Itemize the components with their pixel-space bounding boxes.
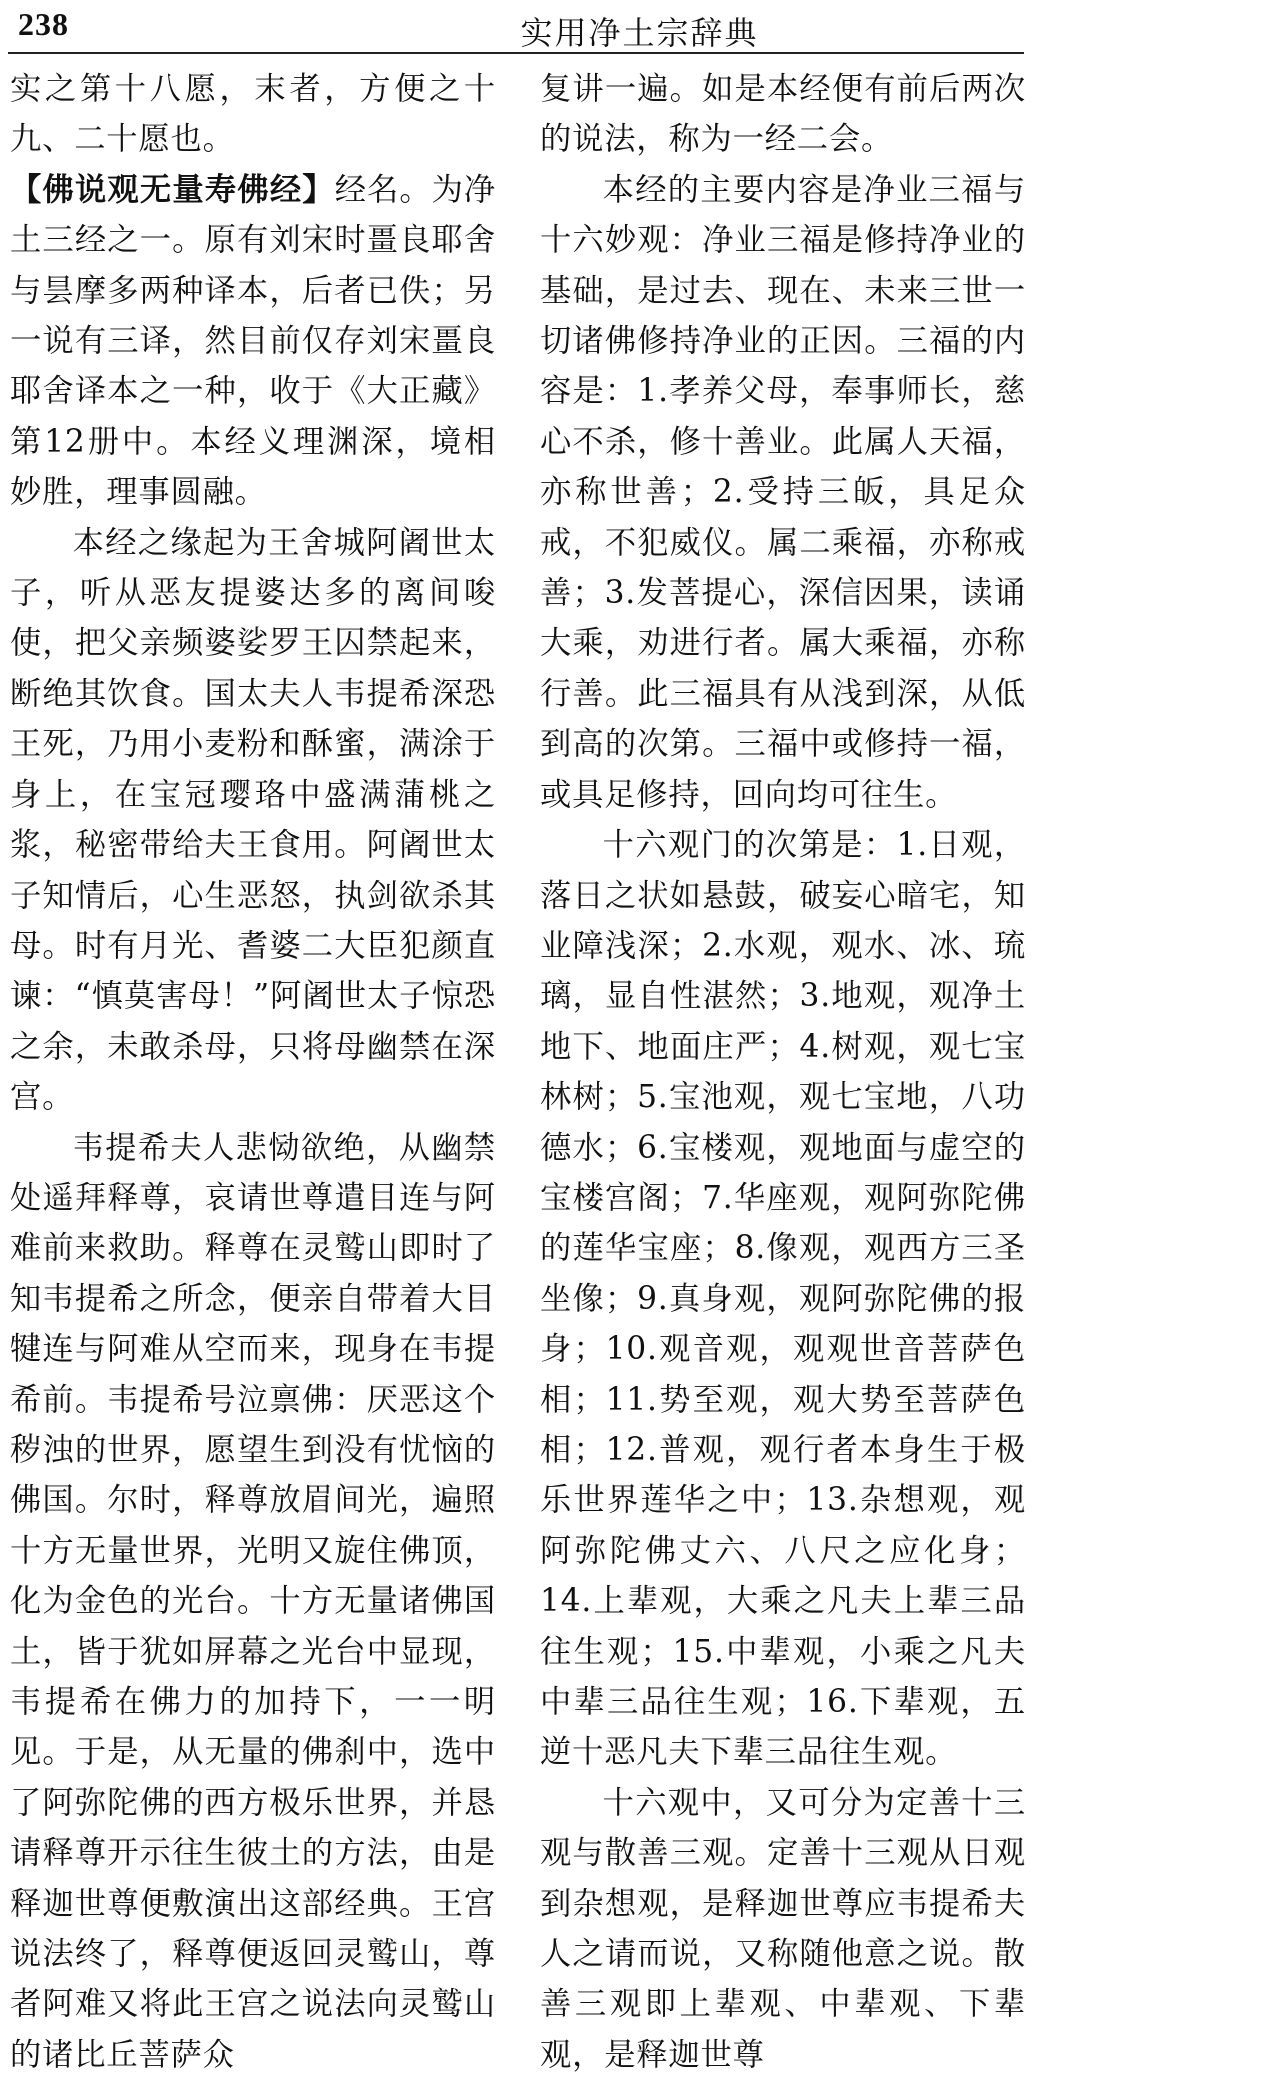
left-column — [10, 64, 496, 2073]
paragraph-sixteen-contemplations: 十六观门的次第是：1.日观，落日之状如悬鼓，破妄心暗宅，知业障浅深；2.水观，观水、冰、琉璃，显自性湛然；3.地观，观净土地下、地面庄严；4.树观，观七宝林树；5.宝池观，观七宝地，八功德水；6.宝楼观，观地面与虚空的宝楼宫阁；7.华座观，观阿弥陀佛的莲华宝座；8.像观，观西方三圣坐像；9.真身观，观阿弥陀佛的报身；10.观音观，观观世音菩萨色相；11.势至观，观大势至菩萨色相；12.普观，观行者本身生于极乐世界莲华之中；13.杂想观，观阿弥陀佛丈六、八尺之应化身；14.上辈观，大乘之凡夫上辈三品往生观；15.中辈观，小乘之凡夫中辈三品往生观；16.下辈观，五逆十恶凡夫下辈三品往生观。 — [540, 827, 1026, 1771]
entry-headword: 【佛说观无量寿佛经】 — [10, 171, 335, 208]
header-rule — [8, 52, 1024, 54]
page-number: 238 — [18, 6, 69, 42]
entry-definition: 经名。为净土三经之一。原有刘宋时畺良耶舍与昙摩多两种译本，后者已佚；另一说有三译，然目前仅存刘宋畺良耶舍译本之一种，收于《大正藏》第12册中。本经义理渊深，境相妙胜，理事圆融。 — [10, 171, 496, 511]
paragraph-vaidehi: 韦提希夫人悲恸欲绝，从幽禁处遥拜释尊，哀请世尊遣目连与阿难前来救助。释尊在灵鹫山即时了知韦提希之所念，便亲自带着大目犍连与阿难从空而来，现身在韦提希前。韦提希号泣禀佛：厌恶这个秽浊的世界，愿望生到没有忧恼的佛国。尔时，释尊放眉间光，遍照十方无量世界，光明又旋住佛顶，化为金色的光台。十方无量诸佛国土，皆于犹如屏幕之光台中显现，韦提希在佛力的加持下，一一明见。于是，从无量的佛刹中，选中了阿弥陀佛的西方极乐世界，并恳请释尊开示往生彼土的方法，由是释迦世尊便敷演出这部经典。王宫说法终了，释尊便返回灵鹫山，尊者阿难又将此王宫之说法向灵鹫山的诸比丘菩萨众 — [10, 1129, 496, 2073]
right-column — [540, 64, 1026, 2073]
running-title: 实用净土宗辞典 — [520, 14, 759, 52]
dictionary-entry — [10, 165, 496, 518]
paragraph-origin: 本经之缘起为王舍城阿阇世太子，听从恶友提婆达多的离间唆使，把父亲频婆娑罗王囚禁起来，断绝其饮食。国太夫人韦提希深恐王死，乃用小麦粉和酥蜜，满涂于身上，在宝冠璎珞中盛满蒲桃之浆，秘密带给夫王食用。阿阇世太子知情后，心生恶怒，执剑欲杀其母。时有月光、耆婆二大臣犯颜直谏：“慎莫害母！”阿阇世太子惊恐之余，未敢杀母，只将母幽禁在深宫。 — [10, 524, 496, 1116]
continued-paragraph: 实之第十八愿，末者，方便之十九、二十愿也。 — [10, 71, 496, 158]
continued-paragraph: 复讲一遍。如是本经便有前后两次的说法，称为一经二会。 — [540, 71, 1026, 158]
paragraph-meditative-good: 十六观中，又可分为定善十三观与散善三观。定善十三观从日观到杂想观，是释迦世尊应韦提希夫人之请而说，又称随他意之说。散善三观即上辈观、中辈观、下辈观，是释迦世尊 — [540, 1784, 1026, 2073]
paragraph-three-blessings: 本经的主要内容是净业三福与十六妙观：净业三福是修持净业的基础，是过去、现在、未来三世一切诸佛修持净业的正因。三福的内容是：1.孝养父母，奉事师长，慈心不杀，修十善业。此属人天福，亦称世善；2.受持三皈，具足众戒，不犯威仪。属二乘福，亦称戒善；3.发菩提心，深信因果，读诵大乘，劝进行者。属大乘福，亦称行善。此三福具有从浅到深，从低到高的次第。三福中或修持一福，或具足修持，回向均可往生。 — [540, 171, 1026, 813]
page-header — [0, 0, 1279, 62]
